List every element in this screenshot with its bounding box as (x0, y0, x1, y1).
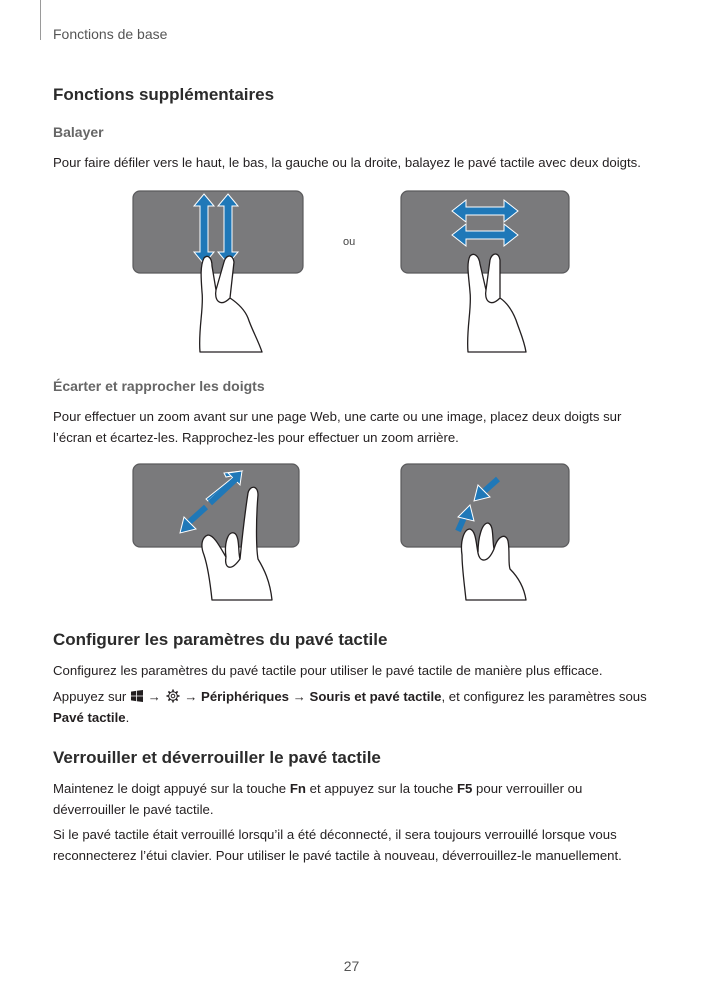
arrow-1: → (147, 689, 161, 704)
lock-heading: Verrouiller et déverrouiller le pavé tactile (53, 748, 381, 767)
pinch-in-illustration (400, 463, 572, 600)
devices-label: Périphériques (201, 689, 289, 704)
instruction-mid: , et configurez les paramètres sous (441, 689, 647, 704)
lock-note: Si le pavé tactile était verrouillé lorsqu’il a été déconnecté, il sera toujours verrouillé lorsque vous reconnecterez l’étui clavier. Pour utiliser le pavé tactile à nouveau, déverrouillez-le manuellement. (53, 827, 622, 863)
f5-key: F5 (456, 781, 473, 796)
section-title: Fonctions supplémentaires (53, 85, 275, 104)
mouse-touchpad-label: Souris et pavé tactile (309, 689, 442, 704)
or-label: ou (343, 236, 356, 248)
swipe-heading: Balayer (53, 124, 104, 140)
configure-instructions (53, 686, 663, 728)
swipe-description: Pour faire défiler vers le haut, le bas, la gauche ou la droite, balayez le pavé tactile avec deux doigts. (53, 155, 641, 170)
lock-text-b: et appuyez sur la touche (309, 781, 454, 796)
lock-text-a: Maintenez le doigt appuyé sur la touche (53, 781, 287, 796)
touchpad-label: Pavé tactile (53, 710, 126, 725)
running-header: Fonctions de base (53, 26, 168, 42)
arrow-2: → (184, 689, 198, 704)
pinch-out-illustration (130, 463, 302, 600)
configure-heading: Configurer les paramètres du pavé tactile (53, 630, 388, 649)
pinch-heading: Écarter et rapprocher les doigts (53, 378, 265, 394)
pinch-description: Pour effectuer un zoom avant sur une page Web, une carte ou une image, placez deux doigts sur l’écran et écartez-les. Rapprochez-les pour effectuer un zoom arrière. (53, 409, 622, 445)
lock-description (53, 778, 613, 820)
swipe-vertical-illustration (130, 190, 310, 352)
margin-rule (40, 0, 41, 40)
lock-text-c: pour verrouiller ou déverrouiller le pavé tactile. (53, 781, 583, 817)
fn-key: Fn (289, 781, 306, 796)
swipe-horizontal-illustration (400, 190, 572, 352)
settings-gear-icon (166, 689, 180, 703)
page-number: 27 (343, 958, 360, 974)
period: . (125, 710, 130, 725)
instruction-prefix: Appuyez sur (53, 689, 127, 704)
windows-icon (131, 690, 143, 702)
configure-description: Configurez les paramètres du pavé tactile pour utiliser le pavé tactile de manière plus efficace. (53, 663, 603, 678)
arrow-3: → (292, 689, 306, 704)
